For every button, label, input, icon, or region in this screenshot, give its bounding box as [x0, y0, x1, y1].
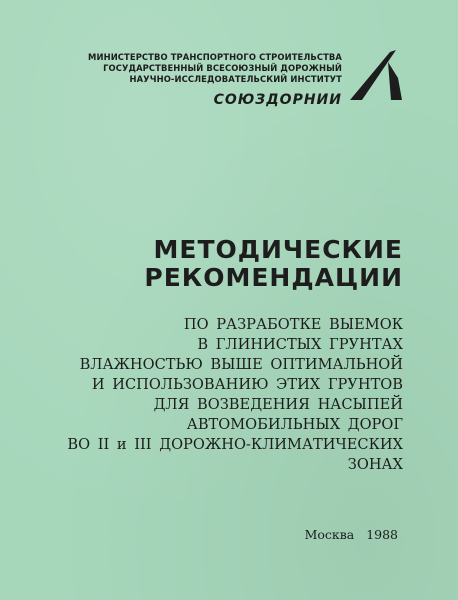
- document-subtitle: [33, 315, 403, 475]
- publisher-line-institute-kind: НАУЧНО-ИССЛЕДОВАТЕЛЬСКИЙ ИНСТИТУТ: [129, 74, 342, 84]
- subtitle-line: ВЛАЖНОСТЬЮ ВЫШЕ ОПТИМАЛЬНОЙ: [79, 356, 403, 373]
- publisher-line-institute-type: ГОСУДАРСТВЕННЫЙ ВСЕСОЮЗНЫЙ ДОРОЖНЫЙ: [103, 63, 342, 73]
- organization-name: СОЮЗДОРНИИ: [213, 92, 342, 108]
- subtitle-line: ЗОНАХ: [347, 456, 403, 473]
- subtitle-line: ВО II и III ДОРОЖНО-КЛИМАТИЧЕСКИХ: [67, 436, 403, 453]
- imprint: [305, 527, 398, 542]
- title-line: МЕТОДИЧЕСКИЕ: [153, 235, 403, 264]
- subtitle-line: АВТОМОБИЛЬНЫХ ДОРОГ: [186, 416, 403, 433]
- publisher-block: [42, 52, 342, 108]
- imprint-year: 1988: [366, 527, 398, 542]
- subtitle-line: И ИСПОЛЬЗОВАНИЮ ЭТИХ ГРУНТОВ: [91, 376, 403, 393]
- road-perspective-logo-icon: [350, 48, 402, 100]
- document-title: [73, 236, 403, 292]
- imprint-city: Москва: [304, 527, 355, 542]
- subtitle-line: В ГЛИНИСТЫХ ГРУНТАХ: [197, 336, 403, 353]
- title-line: РЕКОМЕНДАЦИИ: [144, 263, 403, 292]
- subtitle-line: ПО РАЗРАБОТКЕ ВЫЕМОК: [183, 316, 403, 333]
- subtitle-line: ДЛЯ ВОЗВЕДЕНИЯ НАСЫПЕЙ: [153, 396, 403, 413]
- publisher-line-ministry: МИНИСТЕРСТВО ТРАНСПОРТНОГО СТРОИТЕЛЬСТВА: [88, 52, 342, 62]
